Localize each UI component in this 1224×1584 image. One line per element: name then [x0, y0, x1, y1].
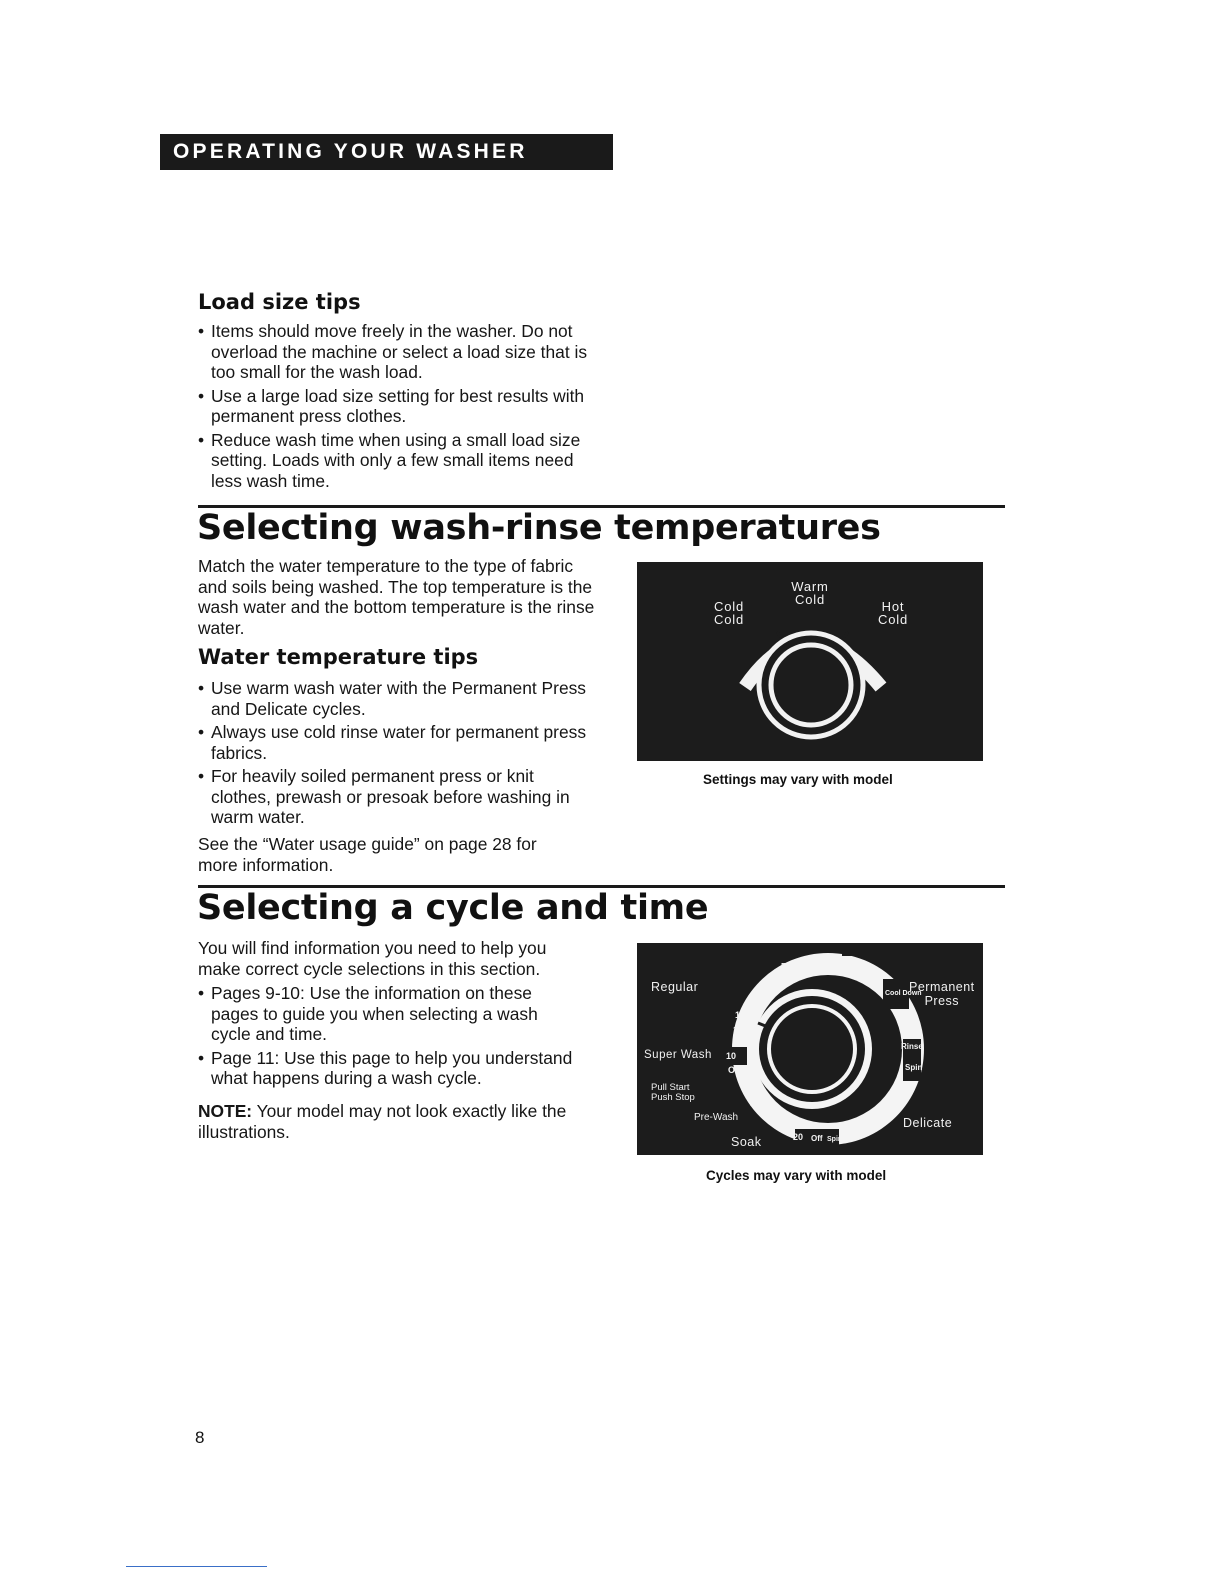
pull-start-push-stop-label [651, 1083, 695, 1103]
list-item: • Page 11: Use this page to help you understand what happens during a wash cycle. [198, 1048, 578, 1089]
dial-mark: Off [811, 1134, 823, 1143]
dial-mark: Off [895, 1083, 908, 1093]
press-label: Press [924, 994, 960, 1008]
cycle-caption: Cycles may vary with model [706, 1168, 887, 1183]
list-item: • Reduce wash time when using a small load size setting. Loads with only a few small items need less wash time. [198, 430, 598, 492]
cycle-pre-wash-label: Pre-Wash [694, 1112, 739, 1123]
dial-mark: 6 [877, 982, 882, 991]
list-item: • Always use cold rinse water for permanent press fabrics. [198, 722, 598, 763]
water-tips-heading: Water temperature tips [198, 645, 479, 669]
temperature-caption: Settings may vary with model [703, 772, 893, 787]
dial-mark: Spin [815, 958, 833, 967]
dial-mark: Off [843, 965, 856, 975]
dial-mark: Spin [827, 1136, 843, 1143]
bottom-link-line [126, 1566, 267, 1567]
dial-mark: Cool Down [885, 990, 922, 997]
setting-cold-cold [709, 600, 749, 626]
temperatures-title: Selecting wash-rinse temperatures [197, 508, 881, 548]
cycle-delicate-label: Delicate [903, 1116, 953, 1130]
list-item: • Pages 9-10: Use the information on these pages to guide you when selecting a wash cycle and time. [198, 983, 578, 1045]
cycle-super-wash-label: Super Wash [644, 1049, 712, 1061]
wash-temp-label: Hot [881, 599, 905, 614]
cycle-regular-label: Regular [651, 980, 699, 994]
cycle-permanent-press-label [909, 980, 975, 1008]
dial-mark: Off [728, 1065, 741, 1075]
dial-mark: 6 [887, 1101, 893, 1111]
rinse-temp-label: Cold [878, 612, 908, 627]
water-tips-list [198, 678, 598, 831]
dial-mark: Rinse [901, 1042, 923, 1051]
cycle-title: Selecting a cycle and time [197, 888, 709, 928]
list-item: • Use warm wash water with the Permanent Press and Delicate cycles. [198, 678, 598, 719]
list-item: • Use a large load size setting for best results with permanent press clothes. [198, 386, 598, 427]
temperatures-intro: Match the water temperature to the type of fabric and soils being washed. The top temperature is the wash water and the bottom temperature is the rinse water. [198, 556, 595, 638]
permanent-label: Permanent [909, 980, 975, 994]
dial-mark: Rinse [847, 1126, 867, 1133]
dial-mark: 14 [733, 1025, 744, 1035]
water-usage-reference: See the “Water usage guide” on page 28 for more information. [198, 834, 537, 875]
cycle-list [198, 983, 578, 1092]
note-text: Your model may not look exactly like the illustrations. [198, 1101, 567, 1142]
dial-mark: 20 [793, 1132, 804, 1142]
push-stop-label: Push Stop [651, 1092, 695, 1103]
dial-mark: 4 [750, 1099, 756, 1109]
dial-mark: 18 [735, 1010, 746, 1020]
cycle-intro: You will find information you need to help you make correct cycle selections in this section. [198, 938, 547, 979]
setting-warm-cold [787, 580, 833, 606]
rinse-temp-label: Cold [795, 592, 825, 607]
dial-knob-outer [759, 633, 863, 737]
dial-mark: Spin [905, 1063, 923, 1072]
load-size-list [198, 321, 598, 494]
note-label: NOTE: [198, 1101, 253, 1121]
dial-mark: 10 [726, 1051, 737, 1061]
page-number: 8 [195, 1428, 205, 1447]
setting-hot-cold [873, 600, 913, 626]
section-banner: OPERATING YOUR WASHER [160, 134, 613, 170]
wash-temp-label: Cold [714, 599, 744, 614]
load-size-heading: Load size tips [198, 290, 361, 314]
pull-start-label: Pull Start [651, 1082, 690, 1093]
list-item: • For heavily soiled permanent press or knit clothes, prewash or presoak before washing in warm water. [198, 766, 598, 828]
rinse-temp-label: Cold [714, 612, 744, 627]
list-item: • Items should move freely in the washer. Do not overload the machine or select a load size that is too small for the wash load. [198, 321, 598, 383]
cycle-soak-label: Soak [731, 1135, 762, 1149]
dial-mark: 10 [865, 975, 876, 985]
cycle-dial-illustration [637, 943, 983, 1155]
dial-mark: Rinse [781, 962, 803, 971]
dial-tick [842, 632, 848, 640]
temperature-dial-illustration [637, 562, 983, 761]
wash-temp-label: Warm [791, 579, 829, 594]
cycle-note [198, 1101, 578, 1142]
